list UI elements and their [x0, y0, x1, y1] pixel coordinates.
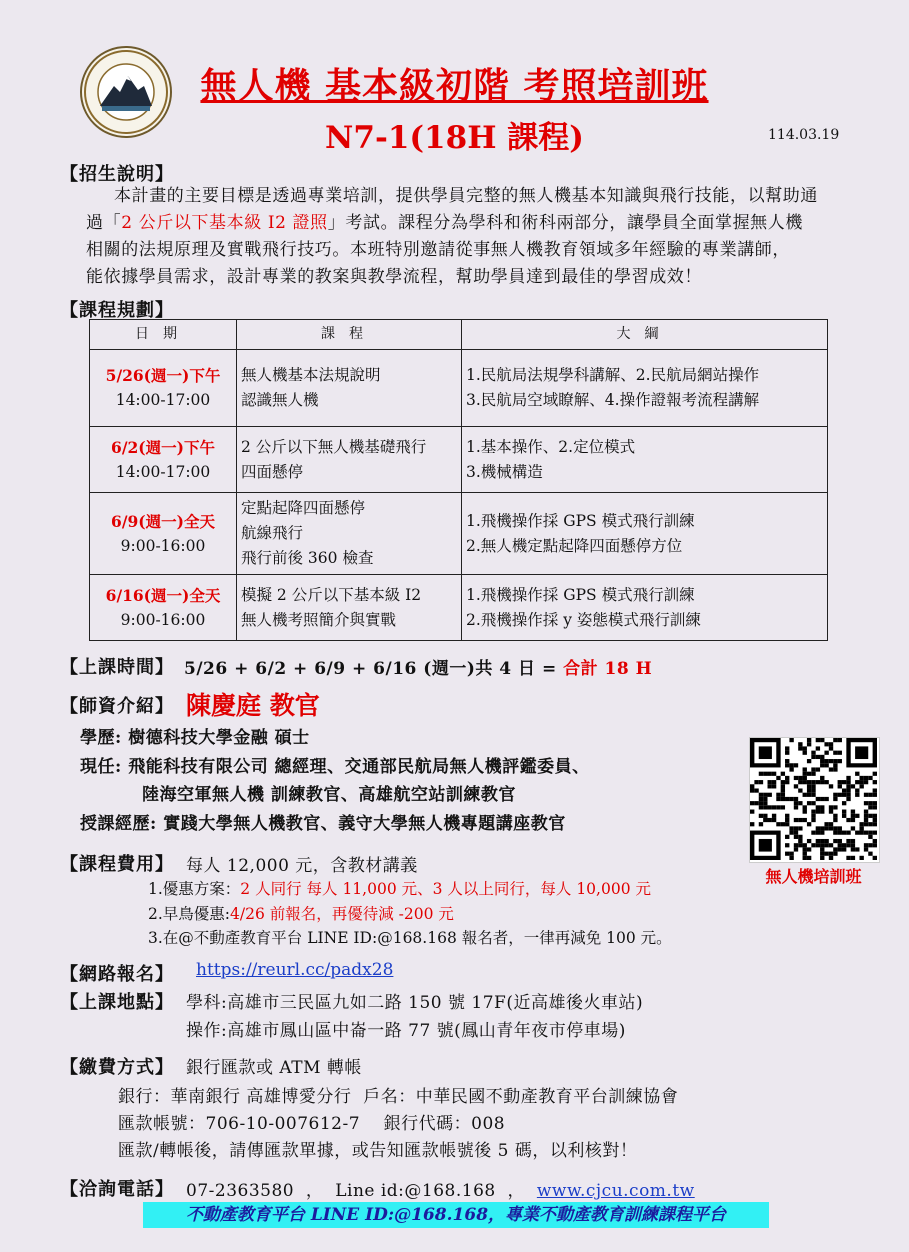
location-heading: 【上課地點】 — [60, 992, 174, 1013]
page-subtitle: N7-1(18H 課程) — [325, 120, 584, 156]
col-header-course: 課程 — [237, 320, 462, 350]
schedule-dates: 5/26 + 6/2 + 6/9 + 6/16 (週一)共 4 日 = 合計 18 H — [184, 659, 653, 679]
license-highlight: 2 公斤以下基本級 I2 證照 — [121, 213, 328, 233]
row-course-cell: 2 公斤以下無人機基礎飛行 四面懸停 — [237, 427, 462, 493]
schedule-heading: 【上課時間】 — [60, 657, 174, 678]
payment-bank: 銀行：華南銀行 高雄博愛分行 戶名：中華民國不動產教育平台訓練協會 — [118, 1087, 679, 1107]
table-row — [90, 350, 828, 427]
table-row — [90, 427, 828, 493]
teacher-heading: 【師資介紹】 — [60, 696, 174, 717]
recruit-line-1: 本計畫的主要目標是透過專業培訓，提供學員完整的無人機基本知識與飛行技能，以幫助通 — [114, 186, 818, 206]
qr-label: 無人機培訓班 — [765, 867, 862, 886]
recruit-line-2: 過「2 公斤以下基本級 I2 證照」考試。課程分為學科和術科兩部分，讓學員全面掌握無人機 — [86, 213, 803, 233]
contact-heading: 【洽詢電話】 — [60, 1179, 174, 1200]
col-header-outline: 大綱 — [462, 320, 828, 350]
fee-discount-3: 3.在@不動產教育平台 LINE ID:@168.168 報名者，一律再減免 100 元。 — [148, 929, 672, 947]
payment-account: 匯款帳號：706-10-007612-7 銀行代碼：008 — [118, 1114, 506, 1134]
row-course-cell: 模擬 2 公斤以下基本級 I2 無人機考照簡介與實戰 — [237, 575, 462, 641]
location-line-1: 學科:高雄市三民區九如二路 150 號 17F(近高雄後火車站) — [186, 993, 644, 1013]
table-row — [90, 493, 828, 575]
teacher-experience: 授課經歷: 實踐大學無人機教官、義守大學無人機專題講座教官 — [80, 814, 566, 834]
payment-note: 匯款/轉帳後，請傳匯款單據，或告知匯款帳號後 5 碼，以利核對！ — [118, 1141, 638, 1161]
recruit-line-4: 能依據學員需求，設計專業的教案與教學流程，幫助學員達到最佳的學習成效！ — [86, 267, 702, 287]
row-outline-cell: 1.民航局法規學科講解、2.民航局網站操作 3.民航局空域瞭解、4.操作證報考流程講解 — [462, 350, 828, 427]
payment-method: 銀行匯款或 ATM 轉帳 — [186, 1058, 362, 1078]
row-course-cell: 無人機基本法規說明 認識無人機 — [237, 350, 462, 427]
teacher-name: 陳慶庭 教官 — [186, 691, 320, 720]
row-date-cell: 6/9(週一)全天 9:00-16:00 — [90, 493, 237, 575]
payment-heading: 【繳費方式】 — [60, 1057, 174, 1078]
qr-code-icon — [750, 738, 877, 860]
location-line-2: 操作:高雄市鳳山區中崙一路 77 號(鳳山青年夜市停車場) — [186, 1021, 626, 1041]
page-title: 無人機 基本級初階 考照培訓班 — [200, 66, 709, 107]
row-date-cell: 6/2(週一)下午 14:00-17:00 — [90, 427, 237, 493]
footer-banner: 不動產教育平台 LINE ID:@168.168，專業不動產教育訓練課程平台 — [143, 1202, 769, 1228]
contact-line-id: Line id:@168.168 — [335, 1181, 496, 1201]
recruit-line-3: 相關的法規原理及實戰飛行技巧。本班特別邀請從事無人機教育領域多年經驗的專業講師， — [86, 240, 790, 260]
row-outline-cell: 1.飛機操作採 GPS 模式飛行訓練 2.無人機定點起降四面懸停方位 — [462, 493, 828, 575]
recruit-text — [86, 183, 854, 291]
register-heading: 【網路報名】 — [60, 964, 174, 985]
row-outline-cell: 1.基本操作、2.定位模式 3.機械構造 — [462, 427, 828, 493]
register-link[interactable]: https://reurl.cc/padx28 — [196, 960, 394, 980]
row-date-cell: 5/26(週一)下午 14:00-17:00 — [90, 350, 237, 427]
plan-heading: 【課程規劃】 — [60, 300, 174, 321]
fee-text: 每人 12,000 元，含教材講義 — [186, 856, 418, 876]
document-date: 114.03.19 — [768, 127, 840, 143]
table-header-row — [90, 320, 828, 350]
fee-discount-2: 2.早鳥優惠:4/26 前報名，再優待減 -200 元 — [148, 905, 454, 923]
contact-line: 07-2363580 ， Line id:@168.168 ， www.cjcu.com.tw — [186, 1181, 695, 1201]
row-date-cell: 6/16(週一)全天 9:00-16:00 — [90, 575, 237, 641]
teacher-education: 學歷: 樹德科技大學金融 碩士 — [80, 728, 310, 748]
teacher-current-1: 現任: 飛能科技有限公司 總經理、交通部民航局無人機評鑑委員、 — [80, 757, 590, 777]
row-outline-cell: 1.飛機操作採 GPS 模式飛行訓練 2.飛機操作採 y 姿態模式飛行訓練 — [462, 575, 828, 641]
row-course-cell: 定點起降四面懸停 航線飛行 飛行前後 360 檢查 — [237, 493, 462, 575]
schedule-total: 合計 18 H — [563, 659, 653, 679]
table-row — [90, 575, 828, 641]
contact-website-link[interactable]: www.cjcu.com.tw — [536, 1181, 695, 1201]
contact-phone: 07-2363580 — [186, 1181, 295, 1201]
fee-heading: 【課程費用】 — [60, 854, 174, 875]
fee-discount-1: 1.優惠方案：2 人同行 每人 11,000 元、3 人以上同行，每人 10,000 元 — [148, 880, 651, 898]
qr-code[interactable] — [749, 737, 880, 863]
col-header-date: 日期 — [90, 320, 237, 350]
teacher-current-2: 陸海空軍無人機 訓練教官、高雄航空站訓練教官 — [142, 785, 516, 805]
recruit-heading: 【招生說明】 — [60, 164, 174, 185]
schedule-table — [89, 319, 828, 641]
